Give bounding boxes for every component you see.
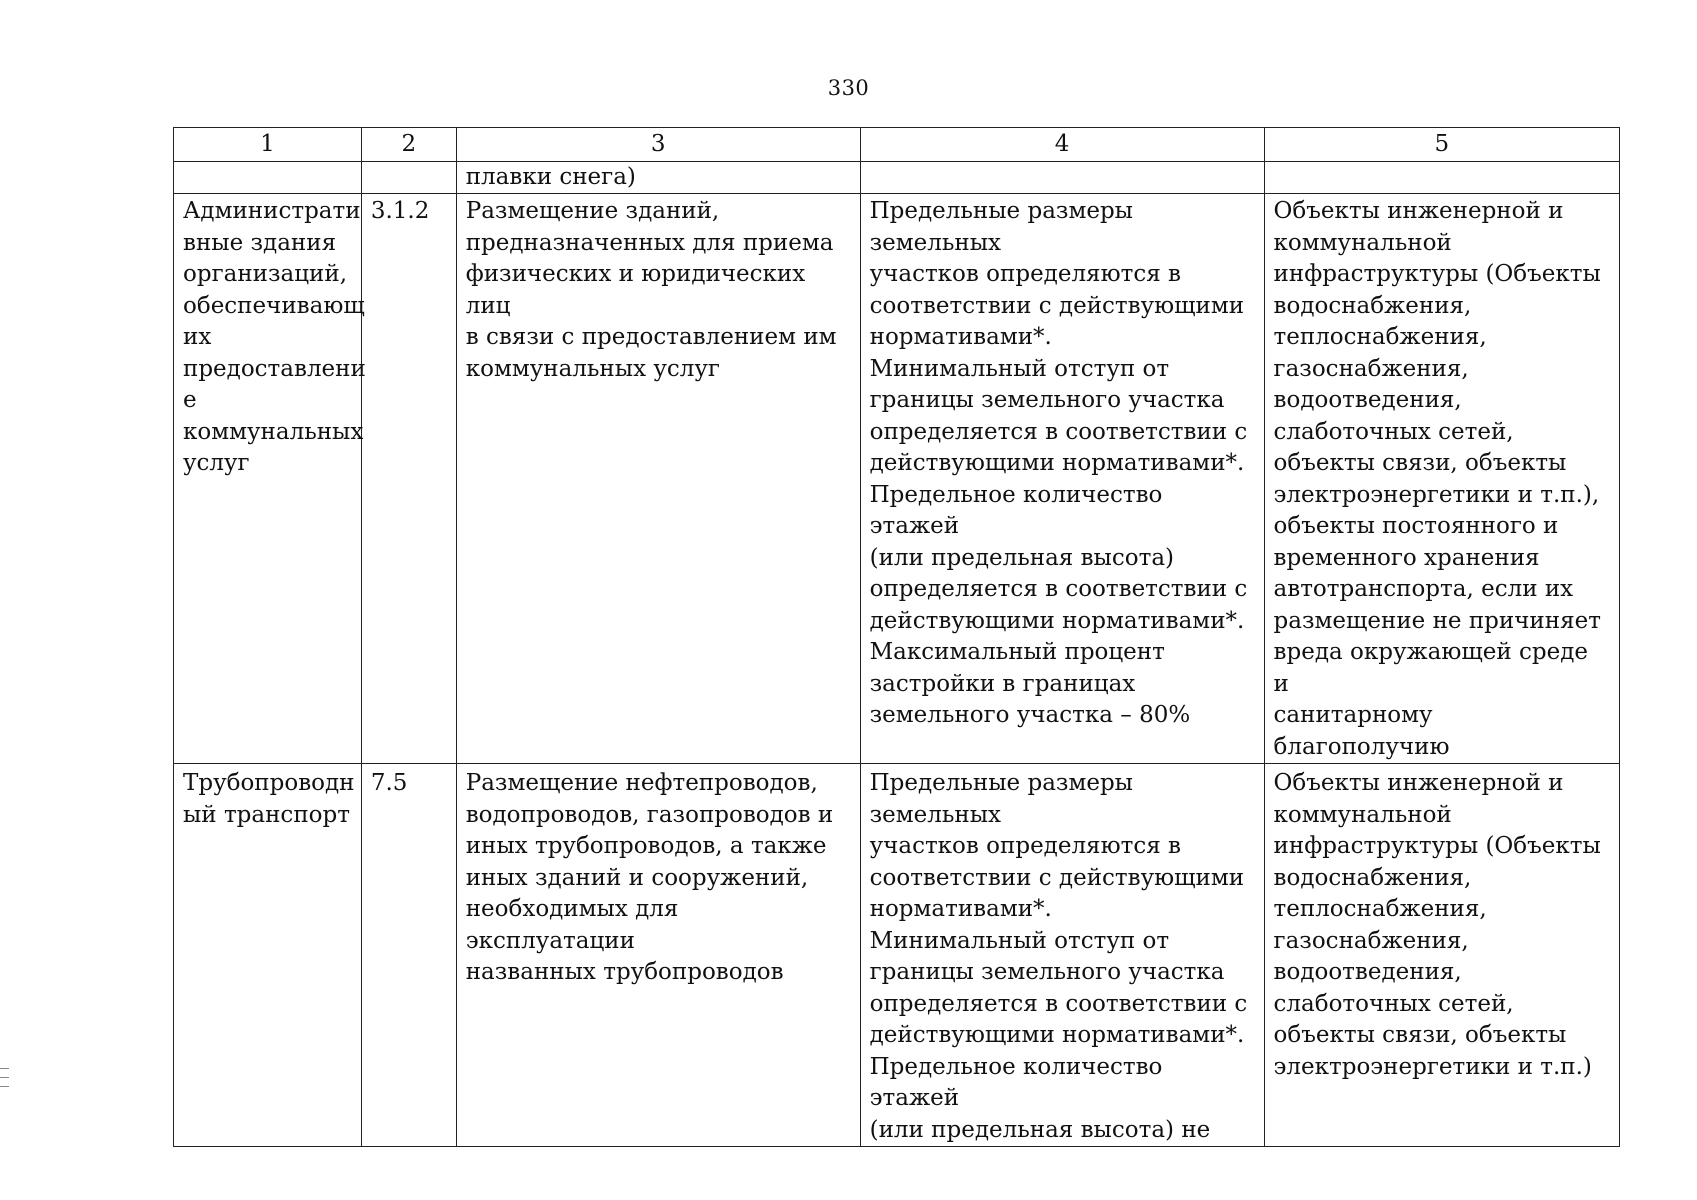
use-name-cell: Трубопроводн ый транспорт bbox=[174, 764, 362, 1147]
parameters-cell: Предельные размеры земельных участков определяются в соответствии с действующими нормативами*. Минимальный отступ от границы земельного участка определяется в соответствии с действующими нормативами*. Предельное количество этажей (или предельная высота) определяется в соответствии с действующими нормативами*. Максимальный процент застройки в границах земельного участка – 80% bbox=[860, 194, 1264, 764]
use-code-cell: 3.1.2 bbox=[361, 194, 456, 764]
header-cell-2: 2 bbox=[361, 128, 456, 162]
use-description-cell: Размещение нефтепроводов, водопроводов, газопроводов и иных трубопроводов, а также иных зданий и сооружений, необходимых для эксплуатации названных трубопроводов bbox=[456, 764, 860, 1147]
table-row bbox=[174, 764, 1620, 1147]
scan-margin-mark bbox=[0, 1068, 9, 1095]
parameters-cell: Предельные размеры земельных участков определяются в соответствии с действующими нормативами*. Минимальный отступ от границы земельного участка определяется в соответствии с действующими нормативами*. Предельное количество этажей (или предельная высота) не bbox=[860, 764, 1264, 1147]
page-number: 330 bbox=[827, 76, 870, 100]
continuation-cell-1 bbox=[174, 162, 362, 194]
continuation-cell-4 bbox=[860, 162, 1264, 194]
use-code-cell: 7.5 bbox=[361, 764, 456, 1147]
zoning-table bbox=[173, 127, 1620, 1147]
header-cell-1: 1 bbox=[174, 128, 362, 162]
continuation-cell-2 bbox=[361, 162, 456, 194]
table-row bbox=[174, 194, 1620, 764]
header-cell-5: 5 bbox=[1264, 128, 1619, 162]
use-name-cell: Администрати вные здания организаций, обеспечивающ их предоставлени е коммунальных услуг bbox=[174, 194, 362, 764]
auxiliary-uses-cell: Объекты инженерной и коммунальной инфраструктуры (Объекты водоснабжения, теплоснабжения, газоснабжения, водоотведения, слаботочных сетей, объекты связи, объекты электроэнергетики и т.п.) bbox=[1264, 764, 1619, 1147]
use-description-cell: Размещение зданий, предназначенных для приема физических и юридических лиц в связи с предоставлением им коммунальных услуг bbox=[456, 194, 860, 764]
continuation-cell-3: плавки снега) bbox=[456, 162, 860, 194]
header-cell-3: 3 bbox=[456, 128, 860, 162]
auxiliary-uses-cell: Объекты инженерной и коммунальной инфраструктуры (Объекты водоснабжения, теплоснабжения, газоснабжения, водоотведения, слаботочных сетей, объекты связи, объекты электроэнергетики и т.п.), объекты постоянного и временного хранения автотранспорта, если их размещение не причиняет вреда окружающей среде и санитарному благополучию bbox=[1264, 194, 1619, 764]
header-row bbox=[174, 128, 1620, 162]
continuation-cell-5 bbox=[1264, 162, 1619, 194]
continuation-row bbox=[174, 162, 1620, 194]
header-cell-4: 4 bbox=[860, 128, 1264, 162]
